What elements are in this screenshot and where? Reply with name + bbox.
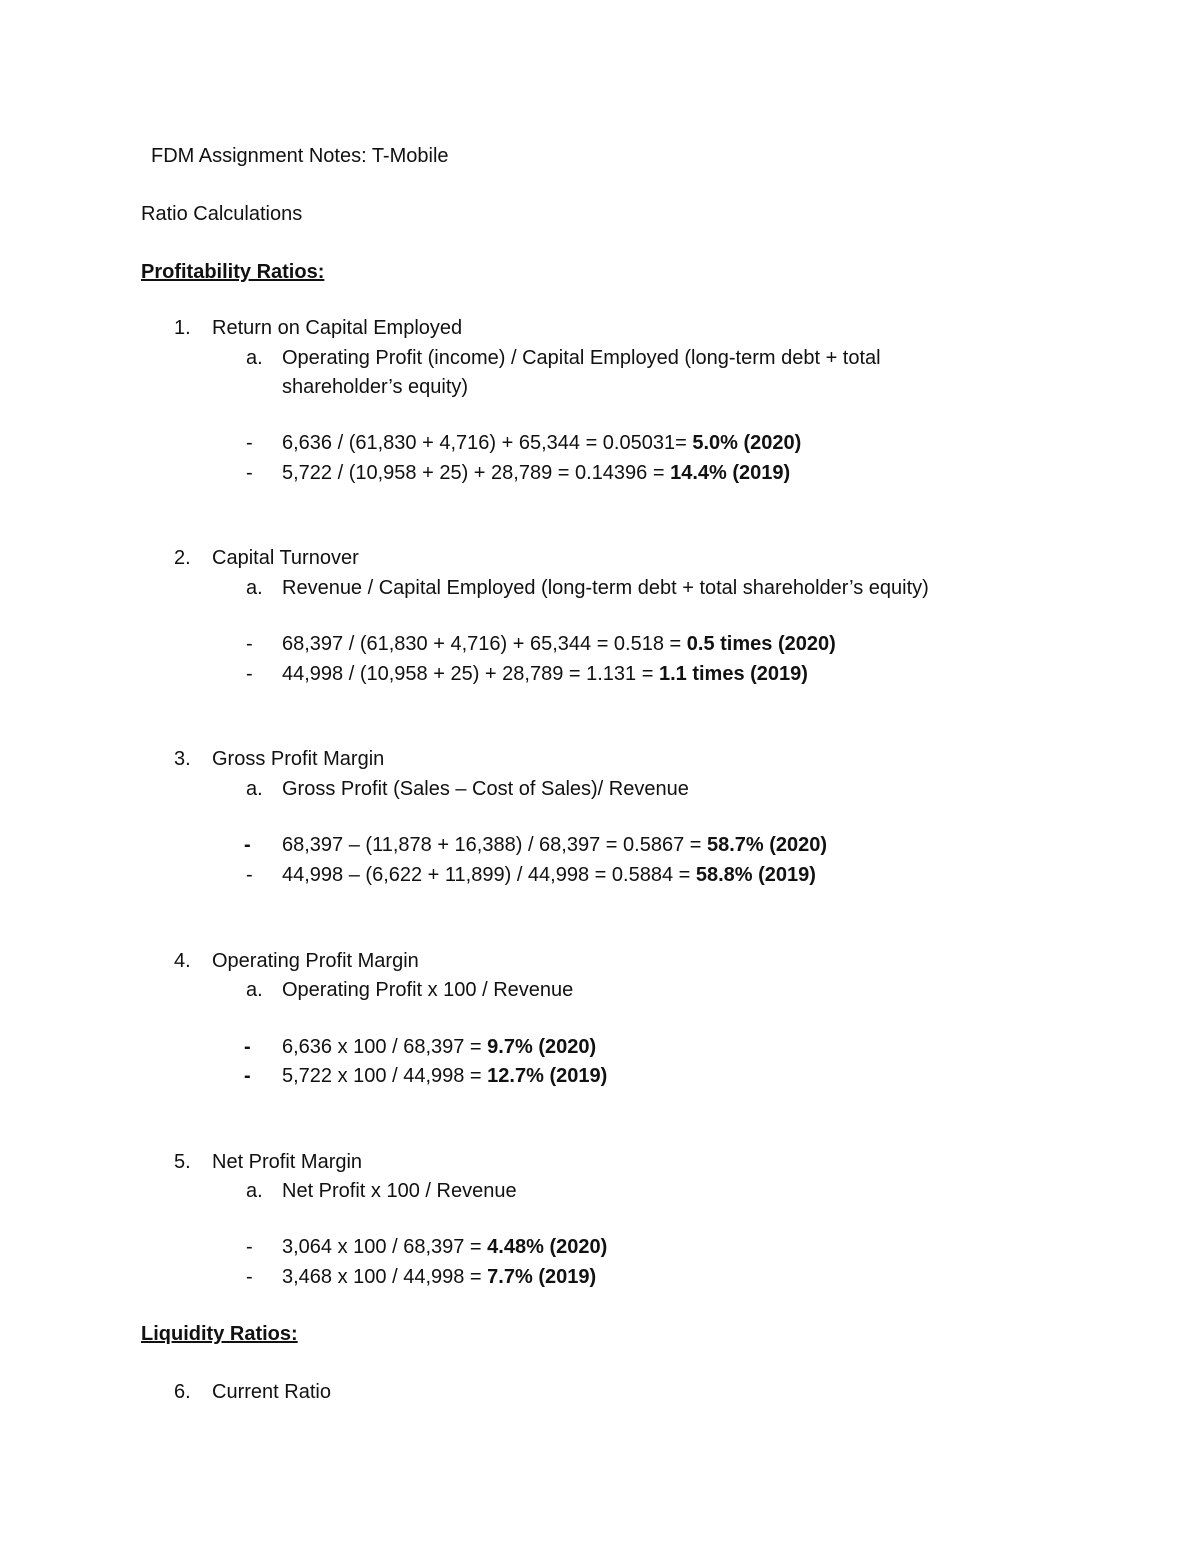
calculation-line [282, 1035, 596, 1059]
item-number: 4. [174, 950, 191, 972]
bullet-dash: - [246, 1236, 253, 1258]
calculation-expression: 68,397 / (61,830 + 4,716) + 65,344 = 0.518 = [282, 633, 687, 655]
calculation-result: 0.5 times (2020) [686, 633, 836, 655]
calculation-expression: 3,064 x 100 / 68,397 = [282, 1236, 488, 1258]
item-number: 5. [174, 1151, 191, 1173]
section-subtitle: Ratio Calculations [141, 203, 303, 225]
bullet-dash: - [246, 432, 253, 454]
calculation-expression: 5,722 x 100 / 44,998 = [282, 1065, 488, 1087]
item-title: Return on Capital Employed [212, 317, 463, 339]
sub-item-marker: a. [246, 979, 263, 1001]
formula-text-continued: shareholder’s equity) [282, 376, 469, 398]
bullet-dash: - [244, 834, 251, 856]
calculation-result: 7.7% (2019) [487, 1266, 597, 1288]
calculation-line [282, 431, 801, 455]
item-title: Capital Turnover [212, 547, 359, 569]
item-title: Operating Profit Margin [212, 950, 419, 972]
sub-item-marker: a. [246, 577, 263, 599]
calculation-result: 5.0% (2020) [692, 432, 802, 454]
bullet-dash: - [244, 1065, 251, 1087]
calculation-line [282, 461, 790, 485]
calculation-result: 4.48% (2020) [487, 1236, 608, 1258]
calculation-line [282, 863, 816, 887]
item-title: Net Profit Margin [212, 1151, 363, 1173]
bullet-dash: - [244, 1036, 251, 1058]
bullet-dash: - [246, 1266, 253, 1288]
formula-text: Net Profit x 100 / Revenue [282, 1180, 517, 1202]
calculation-expression: 44,998 – (6,622 + 11,899) / 44,998 = 0.5884 = [282, 864, 696, 886]
bullet-dash: - [246, 462, 253, 484]
calculation-expression: 68,397 – (11,878 + 16,388) / 68,397 = 0.5867 = [282, 834, 707, 856]
calculation-line [282, 1265, 596, 1289]
calculation-result: 9.7% (2020) [487, 1036, 597, 1058]
calculation-result: 1.1 times (2019) [658, 663, 808, 685]
calculation-result: 12.7% (2019) [487, 1065, 608, 1087]
calculation-line [282, 1235, 607, 1259]
document-title: FDM Assignment Notes: T-Mobile [151, 145, 449, 167]
formula-text: Operating Profit (income) / Capital Employed (long-term debt + total [282, 347, 881, 369]
sub-item-marker: a. [246, 778, 263, 800]
item-number: 3. [174, 748, 191, 770]
calculation-expression: 6,636 x 100 / 68,397 = [282, 1036, 488, 1058]
calculation-expression: 6,636 / (61,830 + 4,716) + 65,344 = 0.05031= [282, 432, 693, 454]
profitability-heading: Profitability Ratios: [141, 261, 325, 283]
calculation-line [282, 833, 827, 857]
calculation-result: 14.4% (2019) [670, 462, 791, 484]
calculation-result: 58.8% (2019) [695, 864, 816, 886]
item-number: 1. [174, 317, 191, 339]
calculation-line [282, 662, 808, 686]
sub-item-marker: a. [246, 347, 263, 369]
calculation-line [282, 632, 836, 656]
sub-item-marker: a. [246, 1180, 263, 1202]
calculation-line [282, 1064, 607, 1088]
item-title: Gross Profit Margin [212, 748, 385, 770]
formula-text: Operating Profit x 100 / Revenue [282, 979, 574, 1001]
item-number: 6. [174, 1381, 191, 1403]
bullet-dash: - [246, 663, 253, 685]
formula-text: Gross Profit (Sales – Cost of Sales)/ Revenue [282, 778, 689, 800]
formula-text: Revenue / Capital Employed (long-term debt + total shareholder’s equity) [282, 577, 929, 599]
calculation-expression: 3,468 x 100 / 44,998 = [282, 1266, 488, 1288]
liquidity-heading: Liquidity Ratios: [141, 1323, 298, 1345]
item-number: 2. [174, 547, 191, 569]
item-title: Current Ratio [212, 1381, 331, 1403]
calculation-expression: 44,998 / (10,958 + 25) + 28,789 = 1.131 = [282, 663, 659, 685]
calculation-expression: 5,722 / (10,958 + 25) + 28,789 = 0.14396 = [282, 462, 671, 484]
bullet-dash: - [246, 864, 253, 886]
calculation-result: 58.7% (2020) [706, 834, 828, 856]
bullet-dash: - [246, 633, 253, 655]
